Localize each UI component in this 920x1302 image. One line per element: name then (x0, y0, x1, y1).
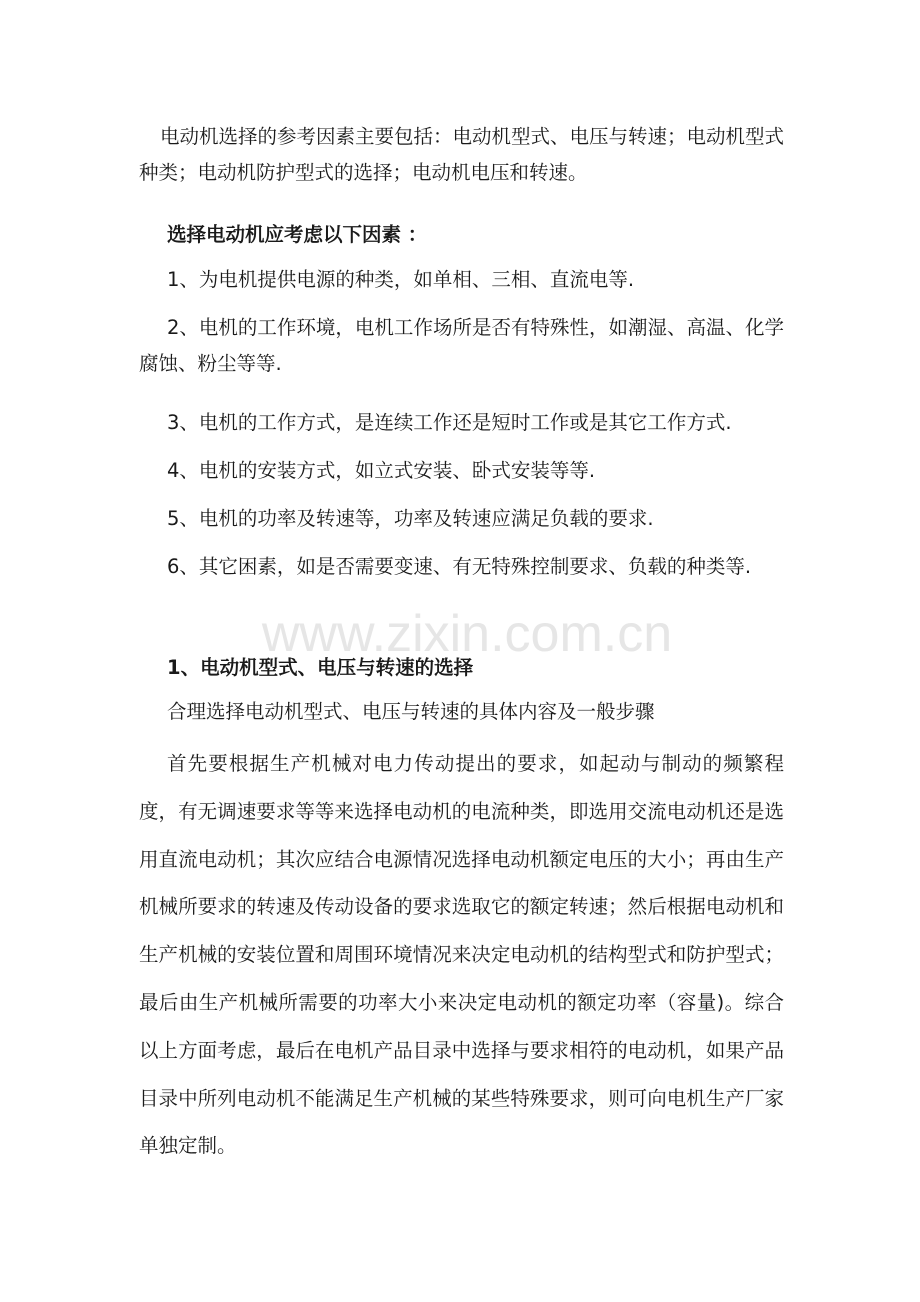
section1-heading: 1、电动机型式、电压与转速的选择 (167, 656, 474, 679)
factor-item-4: 4、电机的安装方式，如立式安装、卧式安装等等. (167, 459, 596, 482)
factor-item-3: 3、电机的工作方式，是连续工作还是短时工作或是其它工作方式. (167, 411, 732, 434)
factor-item-5: 5、电机的功率及转速等，功率及转速应满足负载的要求. (167, 507, 654, 530)
section1-subtitle: 合理选择电动机型式、电压与转速的具体内容及一般步骤 (167, 700, 655, 723)
section1-body: 首先要根据生产机械对电力传动提出的要求，如起动与制动的频繁程度，有无调速要求等等来选择电动机的电流种类，即选用交流电动机还是选用直流电动机；其次应结合电源情况选择电动机额定电压的大小；再由生产机械所要求的转速及传动设备的要求选取它的额定转速；然后根据电动机和生产机械的安装位置和周围环境情况来决定电动机的结构型式和防护型式；最后由生产机械所需要的功率大小来决定电动机的额定功率（容量)。综合以上方面考虑，最后在电机产品目录中选择与要求相符的电动机，如果产品目录中所列电动机不能满足生产机械的某些特殊要求，则可向电机生产厂家单独定制。 (139, 752, 784, 1158)
factor-item-1: 1、为电机提供电源的种类，如单相、三相、直流电等. (167, 268, 635, 291)
factor-item-2: 2、电机的工作环境，电机工作场所是否有特殊性，如潮湿、高温、化学腐蚀、粉尘等等. (139, 316, 784, 375)
intro-paragraph: 电动机选择的参考因素主要包括：电动机型式、电压与转速；电动机型式种类；电动机防护型式的选择；电动机电压和转速。 (139, 125, 785, 184)
factors-heading: 选择电动机应考虑以下因素 ： (167, 223, 428, 246)
watermark: www.zixin.com.cn (261, 605, 673, 663)
factor-item-6: 6、其它困素，如是否需要变速、有无特殊控制要求、负载的种类等. (167, 555, 752, 578)
